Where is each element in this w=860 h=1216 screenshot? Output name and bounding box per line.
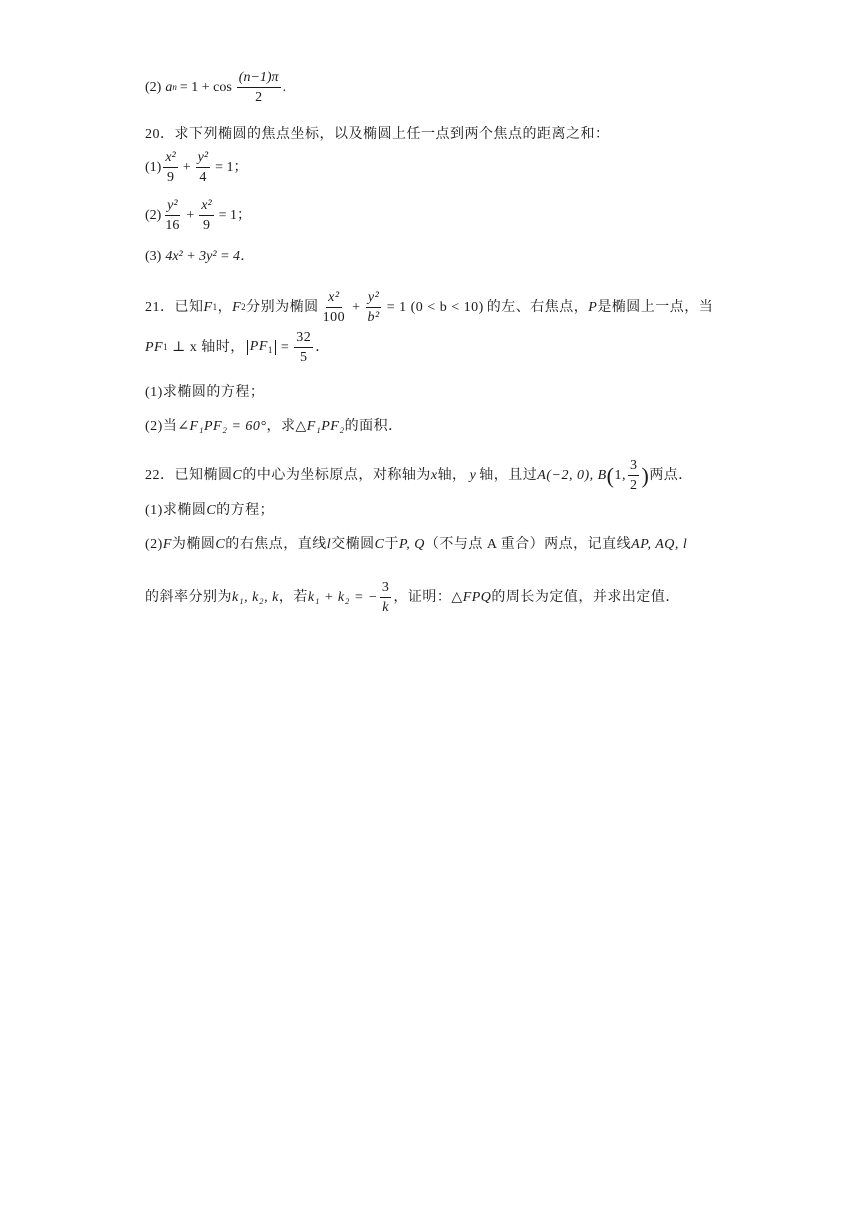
q22-stem-c: 轴，: [437, 467, 467, 483]
q22-stem-e: 两点．: [649, 467, 693, 483]
q22-b-x: 1,: [614, 467, 626, 483]
q19-part2-end: .: [282, 79, 287, 95]
q19-part2-label: (2): [145, 79, 162, 95]
q21-pf1: PF: [145, 339, 164, 355]
q21-stem-b: 分别为椭圆: [246, 299, 319, 315]
q22-line3-d: 的周长为定值，并求出定值．: [491, 589, 680, 605]
q22-frac-3-k: [380, 580, 392, 616]
q21-f1-sub: 1: [212, 302, 218, 313]
q22-part2-b: 为椭圆: [171, 537, 216, 552]
q22-part1: [145, 504, 274, 518]
q21-part2: [145, 420, 403, 434]
q21-frac-y: [366, 290, 382, 326]
frac-denominator: k: [382, 600, 390, 616]
q20-part2: [145, 198, 254, 234]
q22-points: A(−2, 0), B: [537, 467, 607, 483]
q22-part2-e: 于: [384, 537, 399, 552]
q21-abs-sub: 1: [267, 345, 273, 356]
q20-part2-frac-y: [163, 198, 181, 234]
q22-c: C: [232, 467, 243, 483]
q19-part2-lhs: a: [165, 79, 173, 95]
q22-c: C: [206, 503, 217, 518]
q22-stem-a: 22．已知椭圆: [145, 467, 233, 483]
q21-stem-a: 21．已知: [145, 299, 204, 315]
q21-stem-c: 的左、右焦点，: [486, 299, 589, 315]
q19-part2-numerator: (n−1)π: [237, 70, 281, 88]
q22-line3: [145, 580, 680, 616]
q19-part2-eq: = 1 + cos: [179, 79, 232, 95]
q22-c: C: [374, 537, 385, 552]
q21-stem: [145, 290, 713, 326]
left-paren: (: [606, 462, 615, 488]
q22-part1-a: (1)求椭圆: [145, 503, 207, 518]
q21-p: P: [588, 299, 598, 315]
q19-part2-fraction: [237, 70, 281, 106]
frac-denominator: 4: [199, 170, 207, 186]
q21-sep: ，: [217, 299, 233, 315]
frac-denominator: b²: [367, 310, 380, 326]
q20-part3-expr: 4x² + 3y² = 4．: [165, 249, 255, 264]
q22-stem-d: 轴，且过: [479, 467, 538, 483]
q21-abs-pf: PF: [249, 339, 268, 355]
right-paren: ): [641, 462, 650, 488]
frac-numerator: x²: [163, 150, 177, 168]
frac-denominator: 9: [202, 218, 210, 234]
frac-denominator: 2: [629, 478, 638, 494]
q21-frac-32-5: [294, 330, 313, 366]
q22-part2-d: 交椭圆: [331, 537, 375, 552]
q20-part1-label: (1): [145, 159, 162, 175]
q21-stem-d: 是椭圆上一点，当: [597, 299, 714, 315]
frac-numerator: 3: [380, 580, 392, 598]
q22-stem: [145, 458, 693, 494]
plus-sign: +: [182, 159, 191, 175]
q21-angle: ∠F₁PF₂ = 60°: [177, 419, 267, 434]
q21-part2-b: ，求△: [266, 419, 307, 434]
q21-line2: [145, 330, 330, 366]
q20-stem: 20．求下列椭圆的焦点坐标，以及椭圆上任一点到两个焦点的距离之和：: [145, 127, 610, 142]
q21-abs: [247, 340, 276, 355]
frac-denominator: 5: [300, 350, 308, 366]
frac-denominator: 9: [167, 170, 175, 186]
q22-ksum: k₁ + k₂ = −: [307, 589, 378, 605]
q22-part1-b: 的方程；: [216, 503, 275, 518]
q21-part2-a: (2)当: [145, 419, 178, 434]
q22-f: F: [162, 537, 172, 552]
q20-part2-label: (2): [145, 207, 162, 223]
q19-part2-sub: n: [172, 82, 177, 93]
frac-numerator: 32: [294, 330, 313, 348]
q22-part2-a: (2): [145, 537, 163, 552]
q22-c: C: [215, 537, 226, 552]
q20-part3: [145, 250, 254, 264]
q21-condition: = 1 (0 < b < 10): [386, 299, 484, 315]
q22-fpq: FPQ: [462, 589, 492, 605]
q21-f1: F: [203, 299, 213, 315]
frac-numerator: y²: [165, 198, 179, 216]
q22-line3-a: 的斜率分别为: [145, 589, 232, 605]
frac-numerator: x²: [199, 198, 213, 216]
q22-l: l: [326, 537, 332, 552]
q22-pq: P, Q: [398, 537, 425, 552]
frac-denominator: 100: [322, 310, 346, 326]
equals-sign: =: [280, 339, 290, 355]
q22-x: x: [430, 467, 438, 483]
frac-numerator: y²: [196, 150, 210, 168]
q20-part1: [145, 150, 250, 186]
frac-numerator: 3: [628, 458, 640, 476]
q21-part1: (1)求椭圆的方程；: [145, 385, 265, 400]
q21-frac-x: [321, 290, 348, 326]
q21-pf1-sub: 1: [163, 342, 169, 353]
q21-line2-b: ⊥ x 轴时，: [172, 339, 245, 355]
q22-part2-c: 的右焦点，直线: [225, 537, 327, 552]
q22-ks: k₁, k₂, k: [232, 589, 279, 605]
q22-y: y: [469, 467, 477, 483]
q22-stem-b: 的中心为坐标原点，对称轴为: [242, 467, 431, 483]
q20-part2-end: = 1；: [218, 207, 252, 223]
q21-part2-c: 的面积．: [344, 419, 403, 434]
q20-part1-end: = 1；: [215, 159, 248, 175]
q21-f2: F: [232, 299, 242, 315]
q20-part2-frac-x: [199, 198, 213, 234]
plus-sign: +: [186, 207, 195, 223]
plus-sign: +: [352, 299, 361, 315]
q21-triangle: F₁PF₂: [306, 419, 345, 434]
q19-part2-denominator: 2: [255, 90, 263, 106]
q20-part3-label: (3): [145, 249, 162, 264]
q20-part1-frac-x: [163, 150, 177, 186]
q20-part1-frac-y: [196, 150, 210, 186]
q19-part2: [145, 70, 286, 106]
q22-frac-3-2: [628, 458, 640, 494]
q22-line3-b: ，若: [278, 589, 308, 605]
q21-line2-end: ．: [315, 339, 330, 355]
frac-numerator: x²: [326, 290, 341, 308]
q22-lines: AP, AQ, l: [631, 537, 688, 552]
q22-line3-c: ，证明：△: [393, 589, 463, 605]
q21-f2-sub: 2: [241, 302, 247, 313]
q22-part2: [145, 538, 687, 552]
frac-denominator: 16: [165, 218, 180, 234]
q22-part2-f: （不与点 A 重合）两点，记直线: [424, 537, 632, 552]
frac-numerator: y²: [366, 290, 381, 308]
